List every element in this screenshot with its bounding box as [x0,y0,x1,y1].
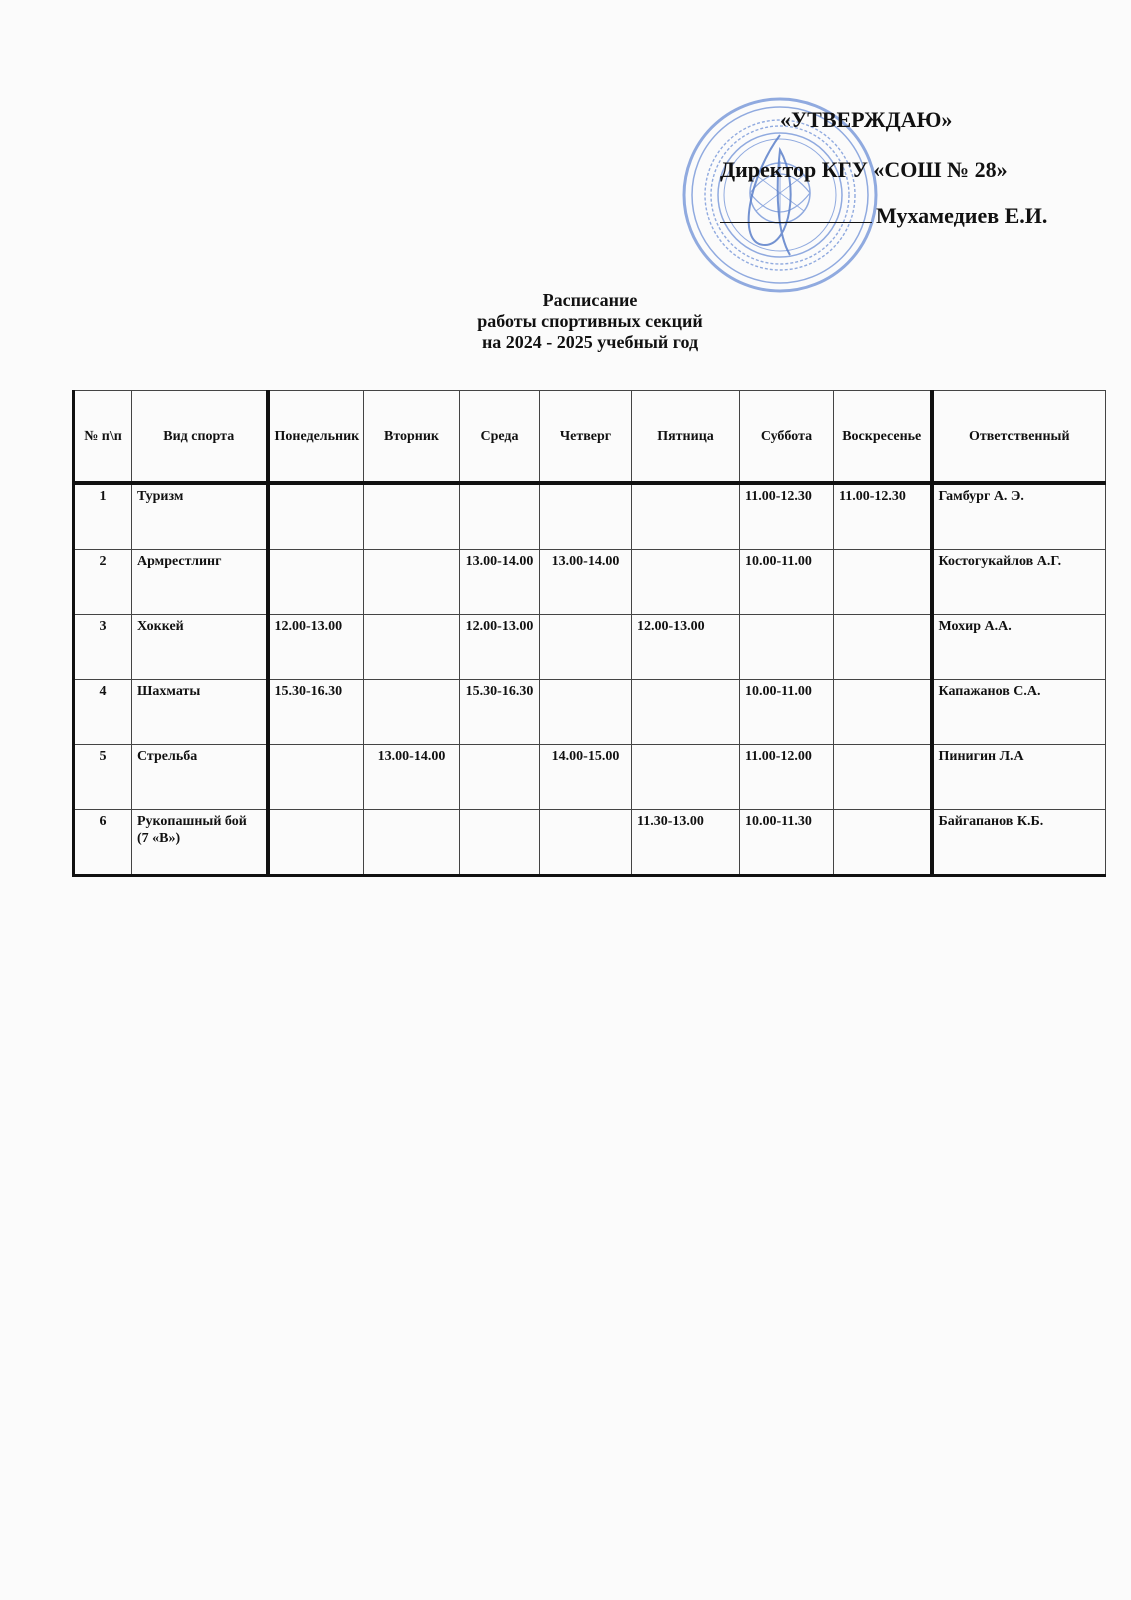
table-cell-thu [540,810,632,876]
table-cell-num: 1 [74,483,132,550]
table-cell-num: 2 [74,550,132,615]
table-cell-thu [540,615,632,680]
table-row [74,680,1106,745]
table-cell-wed [460,483,540,550]
table-cell-fri: 11.30-13.00 [632,810,740,876]
table-cell-thu: 14.00-15.00 [540,745,632,810]
table-cell-resp: Пинигин Л.А [932,745,1106,810]
title-line-3: на 2024 - 2025 учебный год [481,332,699,352]
table-cell-wed: 15.30-16.30 [460,680,540,745]
table-cell-thu [540,483,632,550]
table-cell-sun [834,615,932,680]
table-row [74,810,1106,876]
table-cell-fri: 12.00-13.00 [632,615,740,680]
table-cell-sport: Хоккей [132,615,268,680]
title-line-2: работы спортивных секций [477,311,703,331]
document-title [370,290,810,353]
table-cell-sun [834,680,932,745]
table-cell-sun [834,810,932,876]
table-cell-sport: Рукопашный бой (7 «В») [132,810,268,876]
table-cell-mon [268,483,364,550]
table-header-row [74,391,1106,484]
title-line-1: Расписание [542,290,638,310]
table-body [74,483,1106,876]
table-cell-tue [364,483,460,550]
table-cell-sat: 10.00-11.00 [740,680,834,745]
signature-underline [720,222,872,223]
table-cell-thu: 13.00-14.00 [540,550,632,615]
table-cell-fri [632,680,740,745]
table-cell-sat [740,615,834,680]
table-cell-mon: 12.00-13.00 [268,615,364,680]
table-cell-fri [632,483,740,550]
approval-name: Мухамедиев Е.И. [876,203,1048,228]
header-cell: Понедельник [268,391,364,484]
table-cell-wed [460,745,540,810]
approval-heading: «УТВЕРЖДАЮ» [780,107,953,132]
table-cell-sat: 11.00-12.30 [740,483,834,550]
table-cell-num: 5 [74,745,132,810]
table-cell-resp: Байгапанов К.Б. [932,810,1106,876]
table-cell-tue: 13.00-14.00 [364,745,460,810]
table-cell-num: 3 [74,615,132,680]
table-cell-tue [364,550,460,615]
table-cell-wed: 13.00-14.00 [460,550,540,615]
table-cell-sat: 10.00-11.30 [740,810,834,876]
table-cell-sun [834,550,932,615]
table-cell-tue [364,680,460,745]
table-cell-wed: 12.00-13.00 [460,615,540,680]
table-cell-tue [364,810,460,876]
table-cell-mon: 15.30-16.30 [268,680,364,745]
approval-signature-line [720,203,1047,229]
header-cell: Четверг [540,391,632,484]
table-cell-num: 6 [74,810,132,876]
table-row [74,550,1106,615]
table-cell-sport: Туризм [132,483,268,550]
table-cell-mon [268,810,364,876]
table-cell-mon [268,550,364,615]
header-cell: Пятница [632,391,740,484]
table-cell-num: 4 [74,680,132,745]
table-cell-wed [460,810,540,876]
table-cell-tue [364,615,460,680]
header-cell: № п\п [74,391,132,484]
schedule-table [72,390,1106,877]
header-cell: Суббота [740,391,834,484]
header-cell: Вторник [364,391,460,484]
table-cell-thu [540,680,632,745]
header-cell: Ответственный [932,391,1106,484]
table-cell-sun: 11.00-12.30 [834,483,932,550]
table-cell-mon [268,745,364,810]
table-row [74,745,1106,810]
approval-position: Директор КГУ «СОШ № 28» [720,157,1008,182]
table-cell-resp: Мохир А.А. [932,615,1106,680]
table-cell-sport: Стрельба [132,745,268,810]
header-cell: Воскресенье [834,391,932,484]
table-cell-fri [632,550,740,615]
table-cell-sport: Армрестлинг [132,550,268,615]
table-cell-resp: Костогукайлов А.Г. [932,550,1106,615]
table-cell-sport: Шахматы [132,680,268,745]
table-cell-fri [632,745,740,810]
table-cell-resp: Гамбург А. Э. [932,483,1106,550]
header-cell: Вид спорта [132,391,268,484]
table-cell-sat: 11.00-12.00 [740,745,834,810]
header-cell: Среда [460,391,540,484]
table-row [74,483,1106,550]
table-cell-sat: 10.00-11.00 [740,550,834,615]
table-cell-sun [834,745,932,810]
table-row [74,615,1106,680]
approval-block [660,95,1100,295]
table-cell-resp: Капажанов С.А. [932,680,1106,745]
